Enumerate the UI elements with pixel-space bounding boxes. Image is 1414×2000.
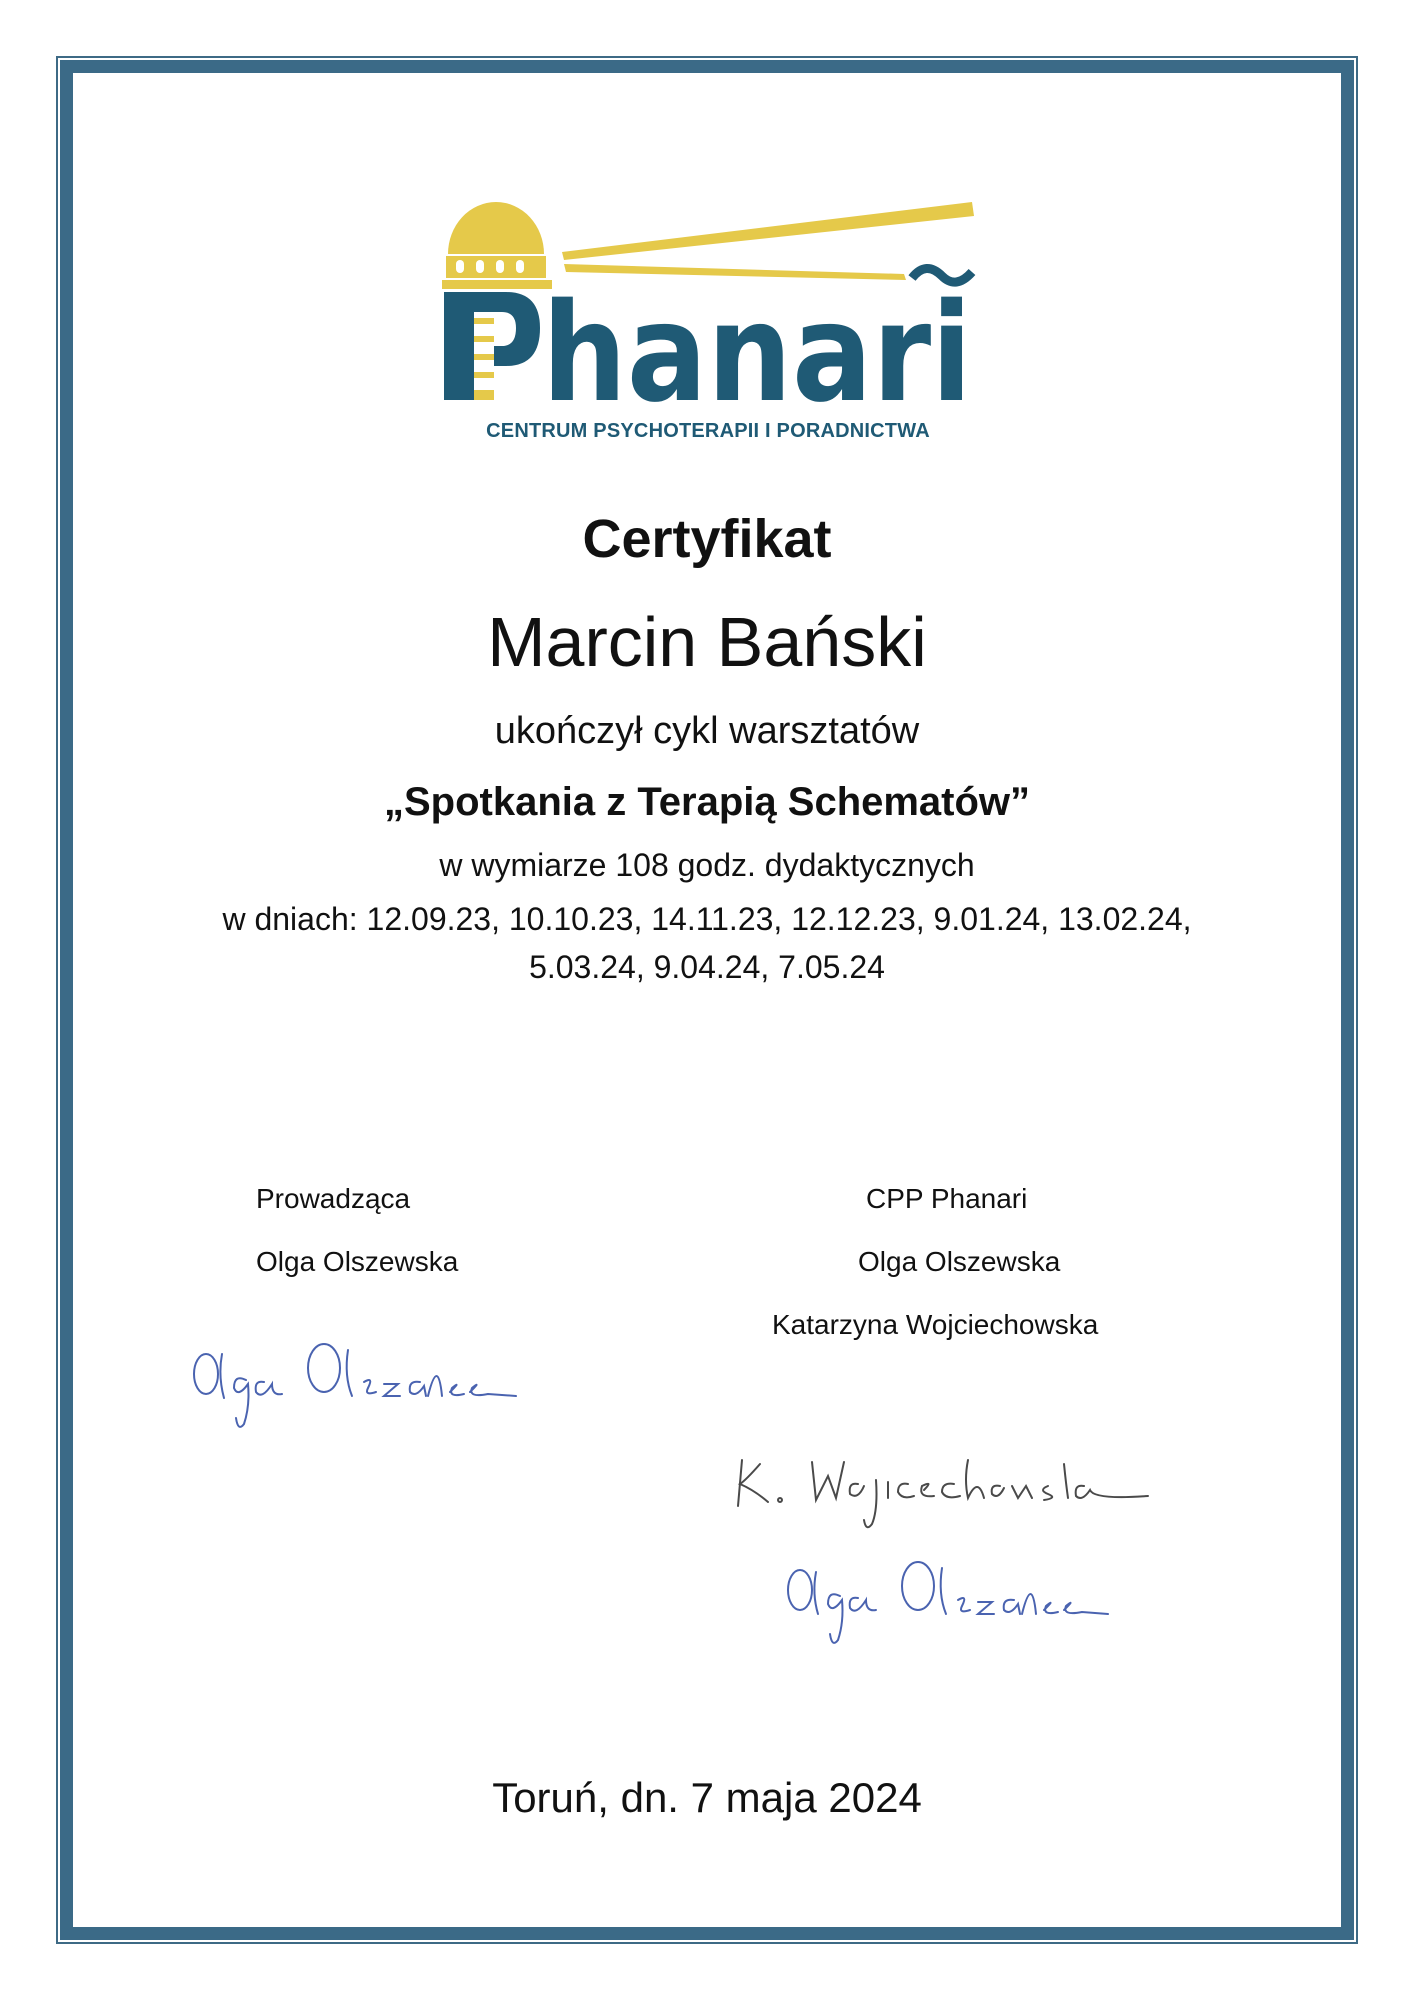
wojciechowska-handwritten-signature <box>728 1440 1168 1550</box>
left-signatory-role: Prowadząca <box>256 1183 411 1214</box>
logo-subtitle: CENTRUM PSYCHOTERAPII I PORADNICTWA <box>486 420 930 442</box>
workshop-dates <box>120 895 1294 991</box>
hours-scope: w wymiarze 108 godz. dydaktycznych <box>439 847 975 883</box>
left-signatory-name: Olga Olszewska <box>256 1246 459 1277</box>
svg-text:hanari: hanari <box>542 275 972 420</box>
place-and-date: Toruń, dn. 7 maja 2024 <box>492 1774 922 1821</box>
certificate-title: Certyfikat <box>582 509 832 569</box>
right-signatory-name-2: Katarzyna Wojciechowska <box>772 1309 1099 1340</box>
right-organization: CPP Phanari <box>866 1183 1028 1214</box>
lighthouse-logo-graphic <box>436 196 976 420</box>
recipient-name: Marcin Bański <box>487 603 927 681</box>
left-handwritten-signature <box>188 1336 528 1456</box>
course-name: „Spotkania z Terapią Schematów” <box>383 780 1031 824</box>
right-signatory-name-1: Olga Olszewska <box>858 1246 1061 1277</box>
phanari-logo <box>436 196 976 446</box>
dates-line-1: w dniach: 12.09.23, 10.10.23, 14.11.23, 12.12.23, 9.01.24, 13.02.24, <box>222 901 1192 937</box>
olszewska-handwritten-signature-right <box>782 1556 1122 1666</box>
dates-line-2: 5.03.24, 9.04.24, 7.05.24 <box>529 949 885 985</box>
completion-text: ukończył cykl warsztatów <box>494 710 920 752</box>
